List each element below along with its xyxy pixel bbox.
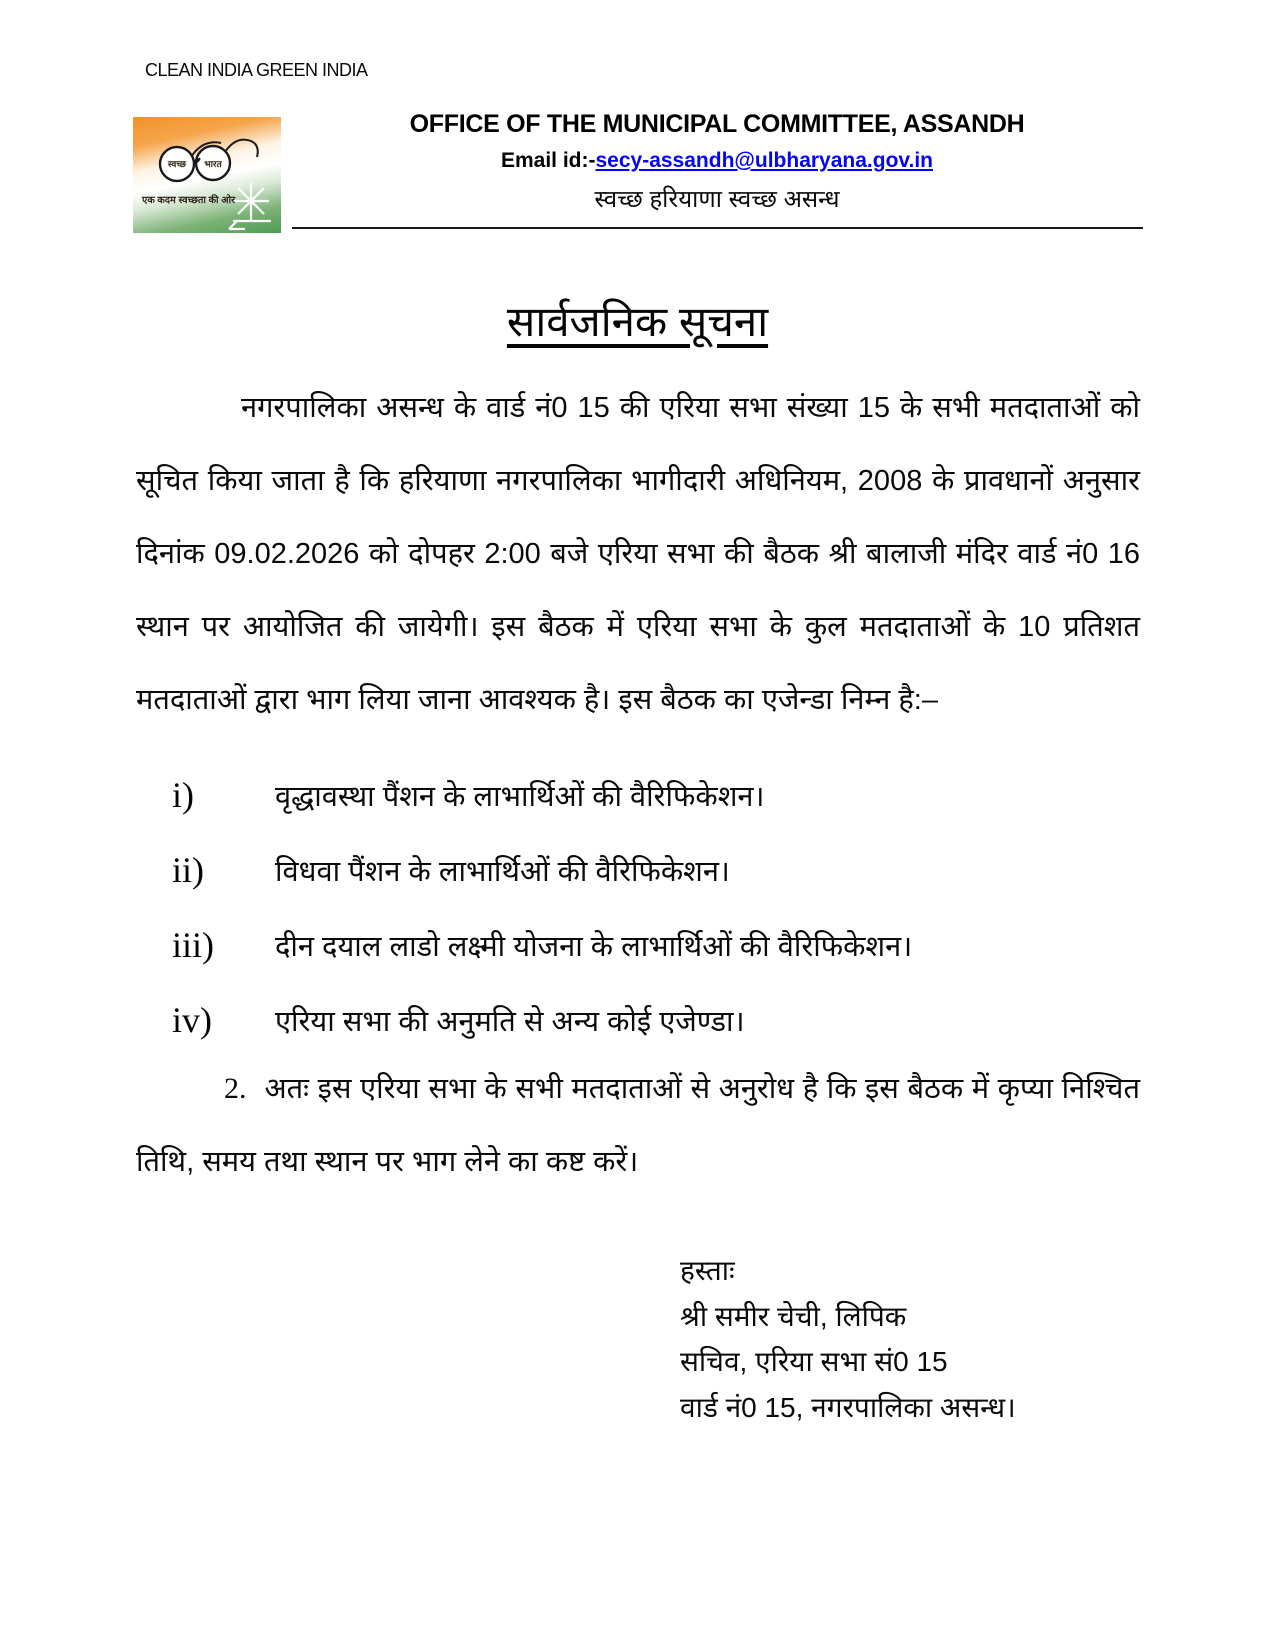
letterhead [292,110,1142,215]
gandhi-glasses-icon [133,117,281,233]
agenda-item-number: ii) [172,850,204,890]
agenda-item [172,925,1142,969]
email-label: Email id:- [500,149,596,172]
agenda-item-number: iii) [172,925,214,965]
agenda-item [172,1000,1142,1044]
signature-line: श्री समीर चेची, लिपिक [680,1300,907,1332]
agenda-item-number: i) [172,775,194,815]
agenda-item [172,850,1142,894]
agenda-item-text: विधवा पैंशन के लाभार्थिओं की वैरिफिकेशन। [275,856,730,888]
signature-line: वार्ड नं0 15, नगरपालिका असन्ध। [680,1391,1016,1423]
svg-text:भारत: भारत [204,159,222,169]
office-title: OFFICE OF THE MUNICIPAL COMMITTEE, ASSANDH [409,110,1025,138]
svg-text:स्वच्छ: स्वच्छ [167,159,187,169]
swachh-bharat-logo [133,117,281,233]
clean-india-tagline: CLEAN INDIA GREEN INDIA [145,60,368,80]
notice-paragraph-2 [136,1052,1140,1199]
logo-caption: एक कदम स्वच्छता की ओर [141,194,236,206]
agenda-item-number: iv) [172,1000,212,1040]
email-line [292,149,1142,173]
header-divider [292,227,1143,229]
agenda-item-text: वृद्धावस्था पैंशन के लाभार्थिओं की वैरिफिकेशन। [275,781,765,813]
paragraph-2-number: 2. [224,1072,247,1105]
signature-block [680,1248,1016,1430]
notice-title: सार्वजनिक सूचना [506,298,769,345]
email-link[interactable]: secy-assandh@ulbharyana.gov.in [595,149,934,172]
agenda-item-text: दीन दयाल लाडो लक्ष्मी योजना के लाभार्थिओं की वैरिफिकेशन। [275,931,913,963]
agenda-list [172,775,1142,1075]
hindi-subtitle: स्वच्छ हरियाणा स्वच्छ असन्ध [594,186,840,213]
agenda-item-text: एरिया सभा की अनुमति से अन्य कोई एजेण्डा। [275,1006,745,1038]
notice-paragraph-1: नगरपालिका असन्ध के वार्ड नं0 15 की एरिया सभा संख्या 15 के सभी मतदाताओं को सूचित किया जाता है कि हरियाणा नगरपालिका भागीदारी अधिनियम, 2008 के प्रावधानों अनुसार दिनांक 09.02.2026 को दोपहर 2:00 बजे एरिया सभा की बैठक श्री बालाजी मंदिर वार्ड नं0 16 स्थान पर आयोजित की जायेगी। इस बैठक में एरिया सभा के कुल मतदाताओं के 10 प्रतिशत मतदाताओं द्वारा भाग लिया जाना आवश्यक है। इस बैठक का एजेन्डा निम्न है:– [136,392,1140,716]
signature-line: सचिव, एरिया सभा सं0 15 [680,1346,948,1377]
paragraph-2-text: अतः इस एरिया सभा के सभी मतदाताओं से अनुरोध है कि इस बैठक में कृप्या निश्चित तिथि, समय तथा स्थान पर भाग लेने का कष्ट करें। [136,1073,1140,1178]
agenda-item [172,775,1142,819]
signature-line: हस्ताः [680,1255,735,1286]
